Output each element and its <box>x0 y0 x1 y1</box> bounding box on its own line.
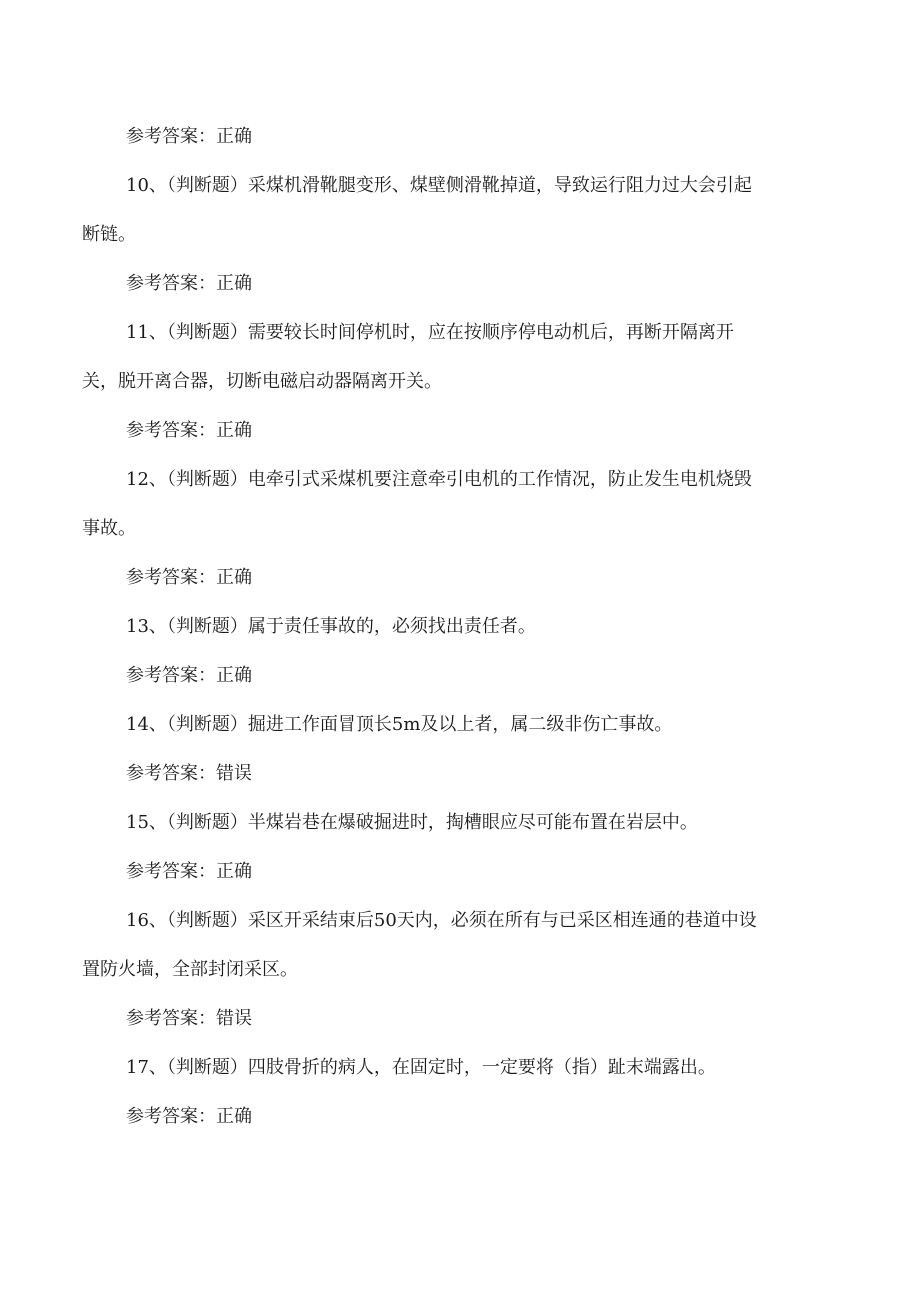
question-type: （判断题） <box>166 322 248 343</box>
question-text: 电牵引式采煤机要注意牵引电机的工作情况，防止发生电机烧毁 <box>247 469 752 490</box>
answer-value: 正确 <box>216 420 252 441</box>
question-continuation: 置防火墙，全部封闭采区。 <box>82 959 298 980</box>
question-line <box>82 602 834 651</box>
answer-value: 正确 <box>216 126 252 147</box>
answer-line <box>82 749 834 798</box>
question-text: 掘进工作面冒顶长5m及以上者，属二级非伤亡事故。 <box>247 714 673 735</box>
question-number: 16、 <box>126 910 167 931</box>
question-continuation: 关，脱开离合器，切断电磁启动器隔离开关。 <box>82 371 442 392</box>
question-line <box>82 896 834 945</box>
answer-line <box>82 847 834 896</box>
question-line <box>82 700 834 749</box>
answer-line <box>82 1092 834 1141</box>
answer-line <box>82 994 834 1043</box>
question-number: 13、 <box>126 616 167 637</box>
answer-line <box>82 112 834 161</box>
question-text: 四肢骨折的病人，在固定时，一定要将（指）趾末端露出。 <box>247 1057 716 1078</box>
question-line <box>82 308 834 357</box>
question-number: 11、 <box>126 322 167 343</box>
answer-label: 参考答案： <box>126 420 216 441</box>
answer-line <box>82 259 834 308</box>
document-content <box>82 112 834 1141</box>
question-number: 12、 <box>126 469 167 490</box>
answer-label: 参考答案： <box>126 567 216 588</box>
question-text: 采煤机滑靴腿变形、煤壁侧滑靴掉道，导致运行阻力过大会引起 <box>247 175 752 196</box>
answer-line <box>82 406 834 455</box>
question-number: 17、 <box>126 1057 167 1078</box>
question-continuation: 事故。 <box>82 518 136 539</box>
answer-line <box>82 651 834 700</box>
answer-label: 参考答案： <box>126 126 216 147</box>
answer-label: 参考答案： <box>126 665 216 686</box>
question-type: （判断题） <box>166 469 248 490</box>
question-text: 半煤岩巷在爆破掘进时，掏槽眼应尽可能布置在岩层中。 <box>247 812 698 833</box>
question-line <box>82 1043 834 1092</box>
answer-value: 正确 <box>216 665 252 686</box>
question-type: （判断题） <box>166 616 248 637</box>
question-text: 需要较长时间停机时，应在按顺序停电动机后，再断开隔离开 <box>247 322 734 343</box>
answer-label: 参考答案： <box>126 763 216 784</box>
answer-value: 错误 <box>216 1008 252 1029</box>
question-text: 采区开采结束后50天内，必须在所有与已采区相连通的巷道中设 <box>247 910 757 931</box>
answer-value: 正确 <box>216 567 252 588</box>
question-type: （判断题） <box>166 1057 248 1078</box>
answer-value: 正确 <box>216 273 252 294</box>
question-number: 15、 <box>126 812 167 833</box>
answer-label: 参考答案： <box>126 861 216 882</box>
question-type: （判断题） <box>166 812 248 833</box>
question-line <box>82 161 834 210</box>
answer-value: 正确 <box>216 861 252 882</box>
answer-label: 参考答案： <box>126 1008 216 1029</box>
answer-label: 参考答案： <box>126 273 216 294</box>
question-line <box>82 455 834 504</box>
answer-label: 参考答案： <box>126 1106 216 1127</box>
answer-value: 正确 <box>216 1106 252 1127</box>
question-number: 10、 <box>126 175 167 196</box>
question-type: （判断题） <box>166 910 248 931</box>
question-type: （判断题） <box>166 175 248 196</box>
question-type: （判断题） <box>166 714 248 735</box>
question-text: 属于责任事故的，必须找出责任者。 <box>247 616 536 637</box>
question-number: 14、 <box>126 714 167 735</box>
question-continuation: 断链。 <box>82 224 136 245</box>
answer-line <box>82 553 834 602</box>
question-line <box>82 798 834 847</box>
answer-value: 错误 <box>216 763 252 784</box>
